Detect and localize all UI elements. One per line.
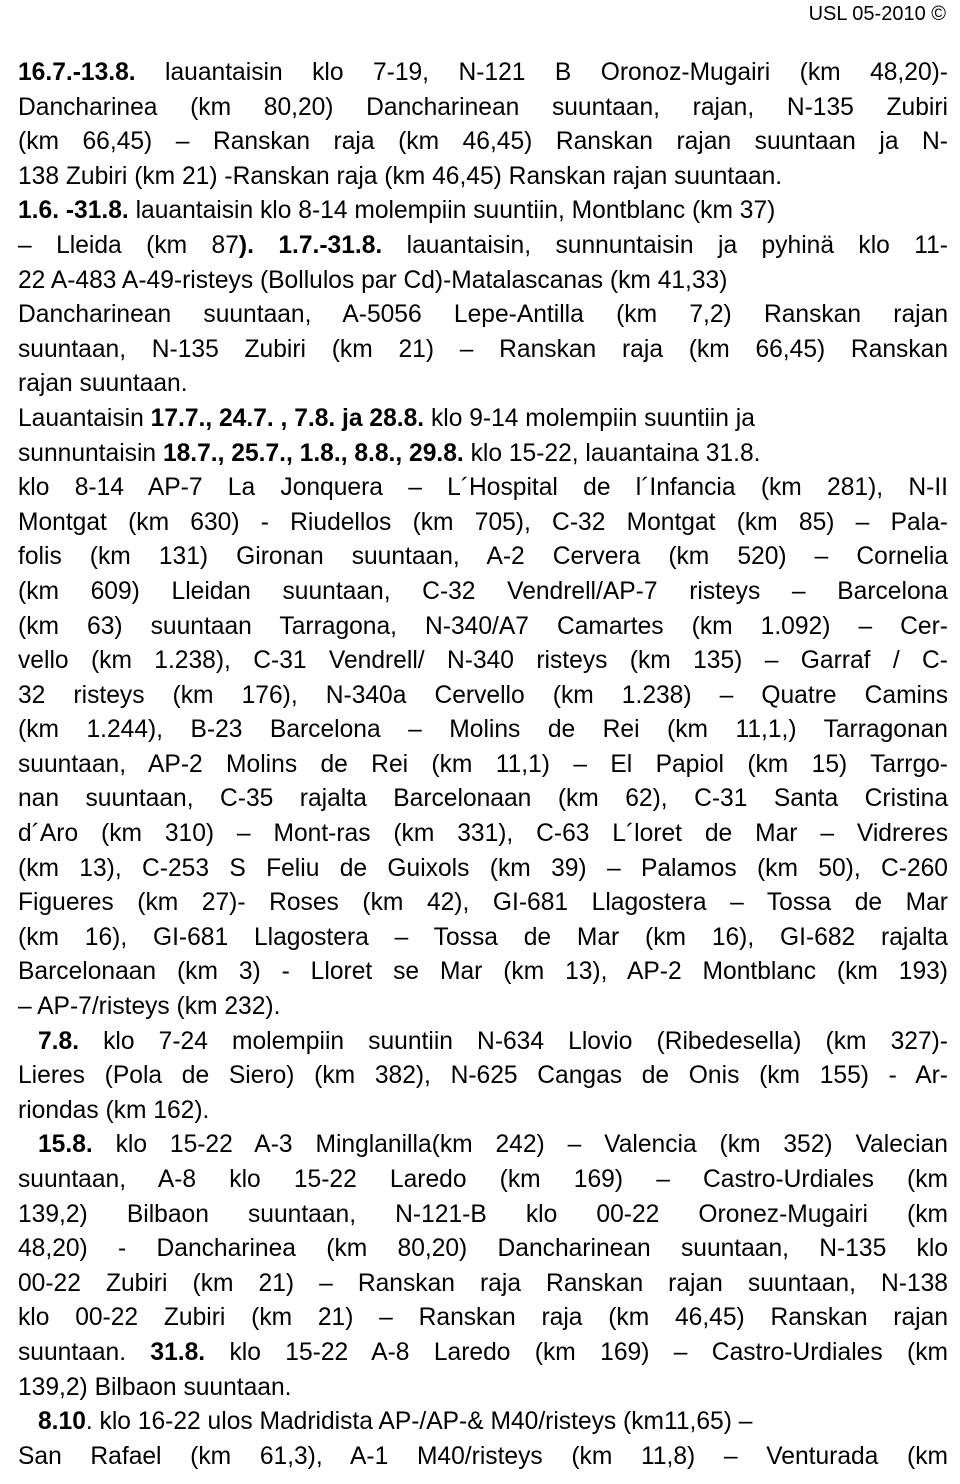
text-line <box>18 229 948 264</box>
line-text: suuntaan. <box>18 1338 151 1366</box>
line-text: Lieres (Pola de Siero) (km 382), N-625 Cangas de Onis (km 155) - Ar- <box>18 1062 948 1090</box>
text-line <box>18 1301 948 1336</box>
text-line <box>18 437 948 472</box>
line-text: – Lleida (km 87 <box>18 231 239 259</box>
line-text: klo 15-22, lauantaina 31.8. <box>463 439 761 467</box>
text-line <box>18 56 948 91</box>
text-line <box>18 852 948 887</box>
text-line <box>18 333 948 368</box>
line-text: (km 1.244), B-23 Barcelona – Molins de Rei (km 11,1,) Tarragonan <box>18 716 948 744</box>
line-text: nan suuntaan, C-35 rajalta Barcelonaan (km 62), C-31 Santa Cristina <box>18 785 948 813</box>
text-line <box>18 1336 948 1371</box>
text-line <box>18 540 948 575</box>
line-text: Lauantaisin <box>18 404 151 432</box>
line-text: 139,2) Bilbaon suuntaan, N-121-B klo 00-22 Oronez-Mugairi (km <box>18 1200 948 1228</box>
text-line <box>18 1267 948 1302</box>
line-text: vello (km 1.238), C-31 Vendrell/ N-340 risteys (km 135) – Garraf / C- <box>18 647 948 675</box>
text-line <box>18 990 948 1025</box>
text-line <box>18 748 948 783</box>
line-text: folis (km 131) Gironan suuntaan, A-2 Cervera (km 520) – Cornelia <box>18 543 948 571</box>
text-line <box>18 1128 948 1163</box>
line-text: (km 13), C-253 S Feliu de Guixols (km 39) – Palamos (km 50), C-260 <box>18 854 948 882</box>
text-line <box>18 194 948 229</box>
line-text: klo 9-14 molempiin suuntiin ja <box>424 404 755 432</box>
line-text: 22 A-483 A-49-risteys (Bollulos par Cd)-Matalascanas (km 41,33) <box>18 266 728 294</box>
text-line <box>18 298 948 333</box>
line-text: suuntaan, A-8 klo 15-22 Laredo (km 169) – Castro-Urdiales (km <box>18 1166 948 1193</box>
text-line <box>18 471 948 506</box>
text-line <box>18 1405 948 1440</box>
bold-date: 18.7., 25.7., 1.8., 8.8., 29.8. <box>162 439 464 467</box>
text-line <box>18 402 948 437</box>
text-line <box>18 1371 948 1406</box>
line-text: 32 risteys (km 176), N-340a Cervello (km 1.238) – Quatre Camins <box>18 681 948 709</box>
text-line <box>18 160 948 195</box>
line-text: (km 63) suuntaan Tarragona, N-340/A7 Camartes (km 1.092) – Cer- <box>18 612 948 640</box>
line-text: 48,20) - Dancharinea (km 80,20) Dancharinean suuntaan, N-135 klo <box>18 1235 948 1263</box>
text-line <box>18 91 948 126</box>
text-line <box>18 1094 948 1129</box>
line-text: rajan suuntaan. <box>18 370 188 398</box>
text-line <box>18 264 948 299</box>
text-line <box>18 1232 948 1267</box>
line-text: Dancharinean suuntaan, A-5056 Lepe-Antilla (km 7,2) Ranskan rajan <box>18 301 948 329</box>
text-line <box>18 1059 948 1094</box>
text-line <box>18 1198 948 1233</box>
bold-date: 31.8. <box>150 1338 206 1366</box>
text-line <box>18 1440 948 1475</box>
line-text: Dancharinea (km 80,20) Dancharinean suuntaan, rajan, N-135 Zubiri <box>18 93 948 121</box>
bold-date: 7.8. <box>38 1027 80 1055</box>
line-text: Figueres (km 27)- Roses (km 42), GI-681 Llagostera – Tossa de Mar <box>18 889 948 917</box>
bold-date: 8.10 <box>38 1408 86 1436</box>
line-text: . klo 16-22 ulos Madridista AP-/AP-& M40/risteys (km11,65) – <box>85 1408 753 1436</box>
line-text: klo 8-14 AP-7 La Jonquera – L´Hospital de l´Infancia (km 281), N-II <box>18 474 948 502</box>
line-text: (km 16), GI-681 Llagostera – Tossa de Mar (km 16), GI-682 rajalta <box>18 923 948 951</box>
line-text: (km 66,45) – Ranskan raja (km 46,45) Ranskan rajan suuntaan ja N- <box>18 128 948 156</box>
line-text: suuntaan, N-135 Zubiri (km 21) – Ranskan raja (km 66,45) Ranskan <box>18 335 948 363</box>
line-text: 00-22 Zubiri (km 21) – Ranskan raja Ranskan rajan suuntaan, N-138 <box>18 1269 948 1297</box>
text-line <box>18 886 948 921</box>
line-text: klo 15-22 A-3 Minglanilla(km 242) – Valencia (km 352) Valecian <box>92 1131 948 1159</box>
text-line <box>18 713 948 748</box>
page-header: USL 05-2010 © <box>808 3 946 25</box>
bold-date: 17.7., 24.7. , 7.8. ja 28.8. <box>150 404 425 432</box>
text-line <box>18 817 948 852</box>
line-text: San Rafael (km 61,3), A-1 M40/risteys (km 11,8) – Venturada (km <box>18 1442 948 1470</box>
text-line <box>18 575 948 610</box>
bold-date: 16.7.-13.8. <box>18 59 136 86</box>
line-text: Barcelonaan (km 3) - Lloret se Mar (km 13), AP-2 Montblanc (km 193) <box>18 958 948 986</box>
line-text: suuntaan, AP-2 Molins de Rei (km 11,1) – El Papiol (km 15) Tarrgo- <box>18 750 948 778</box>
text-line <box>18 921 948 956</box>
line-text: Montgat (km 630) - Riudellos (km 705), C-32 Montgat (km 85) – Pala- <box>18 508 948 536</box>
line-text: klo 7-24 molempiin suuntiin N-634 Llovio (Ribedesella) (km 327)- <box>79 1027 948 1055</box>
bold-date: ). 1.7.-31.8. <box>238 231 383 259</box>
line-text: lauantaisin klo 8-14 molempiin suuntiin, Montblanc (km 37) <box>128 197 776 225</box>
bold-date: 15.8. <box>38 1131 93 1159</box>
line-text: 138 Zubiri (km 21) -Ranskan raja (km 46,45) Ranskan rajan suuntaan. <box>18 162 783 190</box>
line-text: lauantaisin, sunnuntaisin ja pyhinä klo 11- <box>382 231 948 259</box>
document-body <box>18 56 948 1474</box>
text-line <box>18 125 948 160</box>
text-line <box>18 1163 948 1198</box>
line-text: 139,2) Bilbaon suuntaan. <box>18 1373 292 1401</box>
text-line <box>18 644 948 679</box>
bold-date: 1.6. -31.8. <box>18 197 129 225</box>
line-text: – AP-7/risteys (km 232). <box>18 993 281 1021</box>
text-line <box>18 506 948 541</box>
text-line <box>18 610 948 645</box>
line-text: lauantaisin klo 7-19, N-121 B Oronoz-Mugairi (km 48,20)- <box>135 59 948 86</box>
text-line <box>18 679 948 714</box>
text-line <box>18 1025 948 1060</box>
line-text: klo 00-22 Zubiri (km 21) – Ranskan raja (km 46,45) Ranskan rajan <box>18 1304 948 1332</box>
line-text: klo 15-22 A-8 Laredo (km 169) – Castro-Urdiales (km <box>205 1338 948 1366</box>
text-line <box>18 367 948 402</box>
text-line <box>18 955 948 990</box>
line-text: d´Aro (km 310) – Mont-ras (km 331), C-63 L´loret de Mar – Vidreres <box>18 820 948 848</box>
line-text: sunnuntaisin <box>18 439 163 467</box>
line-text: riondas (km 162). <box>18 1096 210 1124</box>
text-line <box>18 782 948 817</box>
line-text: (km 609) Lleidan suuntaan, C-32 Vendrell/AP-7 risteys – Barcelona <box>18 577 948 605</box>
